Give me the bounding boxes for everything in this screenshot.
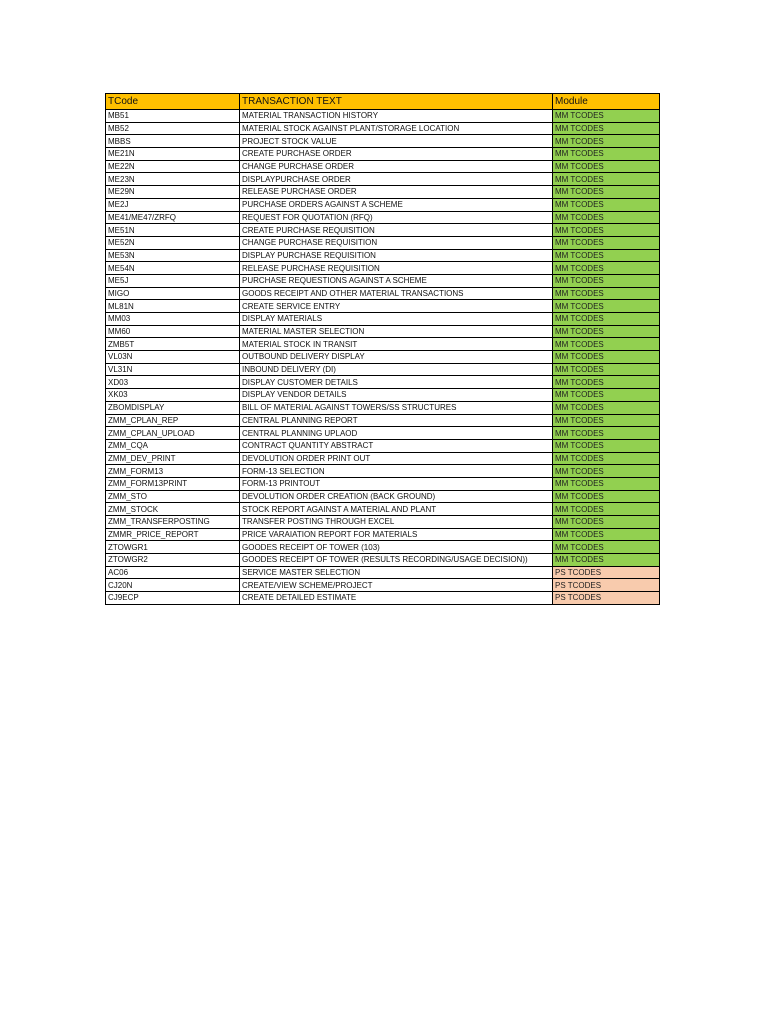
table-row bbox=[106, 427, 660, 440]
table-row bbox=[106, 313, 660, 326]
table-row bbox=[106, 363, 660, 376]
cell-transaction-text: DISPLAY MATERIALS bbox=[240, 313, 553, 326]
cell-transaction-text: RELEASE PURCHASE REQUISITION bbox=[240, 262, 553, 275]
cell-transaction-text: GOODES RECEIPT OF TOWER (103) bbox=[240, 541, 553, 554]
cell-tcode: CJ9ECP bbox=[106, 592, 240, 605]
cell-transaction-text: MATERIAL TRANSACTION HISTORY bbox=[240, 110, 553, 123]
cell-tcode: ME52N bbox=[106, 236, 240, 249]
table-row bbox=[106, 262, 660, 275]
cell-transaction-text: BILL OF MATERIAL AGAINST TOWERS/SS STRUCTURES bbox=[240, 401, 553, 414]
cell-module: MM TCODES bbox=[553, 224, 660, 237]
cell-module: MM TCODES bbox=[553, 554, 660, 567]
cell-tcode: ZMM_TRANSFERPOSTING bbox=[106, 516, 240, 529]
cell-tcode: ZMM_CQA bbox=[106, 439, 240, 452]
table-row bbox=[106, 414, 660, 427]
cell-transaction-text: CHANGE PURCHASE ORDER bbox=[240, 160, 553, 173]
cell-transaction-text: CREATE DETAILED ESTIMATE bbox=[240, 592, 553, 605]
cell-tcode: ZTOWGR2 bbox=[106, 554, 240, 567]
cell-module: MM TCODES bbox=[553, 452, 660, 465]
cell-module: MM TCODES bbox=[553, 490, 660, 503]
cell-transaction-text: MATERIAL STOCK IN TRANSIT bbox=[240, 338, 553, 351]
cell-tcode: ZMMR_PRICE_REPORT bbox=[106, 528, 240, 541]
cell-module: MM TCODES bbox=[553, 160, 660, 173]
cell-tcode: MB51 bbox=[106, 110, 240, 123]
tcode-table bbox=[105, 93, 660, 605]
cell-transaction-text: PROJECT STOCK VALUE bbox=[240, 135, 553, 148]
cell-transaction-text: REQUEST FOR QUOTATION (RFQ) bbox=[240, 211, 553, 224]
cell-module: MM TCODES bbox=[553, 300, 660, 313]
table-row bbox=[106, 351, 660, 364]
cell-transaction-text: DISPLAY VENDOR DETAILS bbox=[240, 389, 553, 402]
table-row bbox=[106, 465, 660, 478]
cell-transaction-text: CREATE PURCHASE ORDER bbox=[240, 148, 553, 161]
table-row bbox=[106, 110, 660, 123]
cell-transaction-text: DISPLAYPURCHASE ORDER bbox=[240, 173, 553, 186]
table-row bbox=[106, 566, 660, 579]
cell-transaction-text: MATERIAL STOCK AGAINST PLANT/STORAGE LOCATION bbox=[240, 122, 553, 135]
table-row bbox=[106, 122, 660, 135]
header-row bbox=[106, 94, 660, 110]
table-row bbox=[106, 287, 660, 300]
cell-tcode: ZMM_CPLAN_REP bbox=[106, 414, 240, 427]
cell-module: MM TCODES bbox=[553, 262, 660, 275]
cell-tcode: ME29N bbox=[106, 186, 240, 199]
cell-transaction-text: MATERIAL MASTER SELECTION bbox=[240, 325, 553, 338]
cell-module: MM TCODES bbox=[553, 173, 660, 186]
table-row bbox=[106, 211, 660, 224]
table-row bbox=[106, 554, 660, 567]
cell-tcode: XD03 bbox=[106, 376, 240, 389]
cell-module: MM TCODES bbox=[553, 528, 660, 541]
cell-transaction-text: CONTRACT QUANTITY ABSTRACT bbox=[240, 439, 553, 452]
cell-tcode: ZMM_FORM13PRINT bbox=[106, 477, 240, 490]
cell-tcode: AC06 bbox=[106, 566, 240, 579]
cell-transaction-text: CREATE SERVICE ENTRY bbox=[240, 300, 553, 313]
cell-tcode: ME54N bbox=[106, 262, 240, 275]
table-row bbox=[106, 376, 660, 389]
cell-tcode: ME5J bbox=[106, 274, 240, 287]
cell-tcode: ME21N bbox=[106, 148, 240, 161]
cell-tcode: ME2J bbox=[106, 198, 240, 211]
cell-module: MM TCODES bbox=[553, 503, 660, 516]
table-row bbox=[106, 579, 660, 592]
cell-tcode: ZMM_FORM13 bbox=[106, 465, 240, 478]
cell-tcode: MBBS bbox=[106, 135, 240, 148]
cell-tcode: MIGO bbox=[106, 287, 240, 300]
cell-tcode: ZMM_DEV_PRINT bbox=[106, 452, 240, 465]
table-row bbox=[106, 160, 660, 173]
cell-module: MM TCODES bbox=[553, 465, 660, 478]
cell-tcode: MM60 bbox=[106, 325, 240, 338]
cell-transaction-text: DEVOLUTION ORDER PRINT OUT bbox=[240, 452, 553, 465]
cell-transaction-text: FORM-13 PRINTOUT bbox=[240, 477, 553, 490]
table-row bbox=[106, 236, 660, 249]
cell-module: MM TCODES bbox=[553, 287, 660, 300]
cell-transaction-text: RELEASE PURCHASE ORDER bbox=[240, 186, 553, 199]
cell-module: MM TCODES bbox=[553, 389, 660, 402]
cell-transaction-text: DEVOLUTION ORDER CREATION (BACK GROUND) bbox=[240, 490, 553, 503]
table-row bbox=[106, 592, 660, 605]
cell-transaction-text: DISPLAY CUSTOMER DETAILS bbox=[240, 376, 553, 389]
table-row bbox=[106, 477, 660, 490]
cell-module: PS TCODES bbox=[553, 579, 660, 592]
table-row bbox=[106, 401, 660, 414]
table-row bbox=[106, 224, 660, 237]
cell-module: PS TCODES bbox=[553, 566, 660, 579]
cell-module: MM TCODES bbox=[553, 313, 660, 326]
table-row bbox=[106, 173, 660, 186]
table-header bbox=[106, 94, 660, 110]
cell-module: MM TCODES bbox=[553, 148, 660, 161]
cell-tcode: VL03N bbox=[106, 351, 240, 364]
cell-transaction-text: CHANGE PURCHASE REQUISITION bbox=[240, 236, 553, 249]
cell-module: MM TCODES bbox=[553, 338, 660, 351]
table-row bbox=[106, 528, 660, 541]
cell-tcode: ZMM_CPLAN_UPLOAD bbox=[106, 427, 240, 440]
cell-transaction-text: TRANSFER POSTING THROUGH EXCEL bbox=[240, 516, 553, 529]
cell-module: MM TCODES bbox=[553, 186, 660, 199]
cell-module: MM TCODES bbox=[553, 274, 660, 287]
table-row bbox=[106, 148, 660, 161]
table-row bbox=[106, 490, 660, 503]
cell-module: MM TCODES bbox=[553, 541, 660, 554]
cell-tcode: VL31N bbox=[106, 363, 240, 376]
cell-tcode: ME41/ME47/ZRFQ bbox=[106, 211, 240, 224]
table-body bbox=[106, 110, 660, 605]
cell-module: MM TCODES bbox=[553, 211, 660, 224]
table-row bbox=[106, 516, 660, 529]
cell-module: MM TCODES bbox=[553, 376, 660, 389]
cell-tcode: ZBOMDISPLAY bbox=[106, 401, 240, 414]
cell-tcode: ME22N bbox=[106, 160, 240, 173]
cell-module: MM TCODES bbox=[553, 198, 660, 211]
table-row bbox=[106, 439, 660, 452]
cell-transaction-text: PURCHASE ORDERS AGAINST A SCHEME bbox=[240, 198, 553, 211]
cell-tcode: ME51N bbox=[106, 224, 240, 237]
cell-transaction-text: PURCHASE REQUESTIONS AGAINST A SCHEME bbox=[240, 274, 553, 287]
cell-tcode: ME53N bbox=[106, 249, 240, 262]
cell-module: PS TCODES bbox=[553, 592, 660, 605]
cell-transaction-text: CREATE PURCHASE REQUISITION bbox=[240, 224, 553, 237]
cell-tcode: ME23N bbox=[106, 173, 240, 186]
cell-tcode: MM03 bbox=[106, 313, 240, 326]
cell-tcode: ML81N bbox=[106, 300, 240, 313]
cell-module: MM TCODES bbox=[553, 477, 660, 490]
table-row bbox=[106, 198, 660, 211]
table-row bbox=[106, 452, 660, 465]
header-tcode: TCode bbox=[106, 94, 240, 110]
cell-tcode: MB52 bbox=[106, 122, 240, 135]
cell-transaction-text: PRICE VARAIATION REPORT FOR MATERIALS bbox=[240, 528, 553, 541]
cell-transaction-text: GOODS RECEIPT AND OTHER MATERIAL TRANSACTIONS bbox=[240, 287, 553, 300]
cell-transaction-text: SERVICE MASTER SELECTION bbox=[240, 566, 553, 579]
header-transaction-text: TRANSACTION TEXT bbox=[240, 94, 553, 110]
cell-module: MM TCODES bbox=[553, 236, 660, 249]
table-row bbox=[106, 274, 660, 287]
table-row bbox=[106, 503, 660, 516]
table-row bbox=[106, 541, 660, 554]
header-module: Module bbox=[553, 94, 660, 110]
cell-transaction-text: STOCK REPORT AGAINST A MATERIAL AND PLANT bbox=[240, 503, 553, 516]
cell-tcode: XK03 bbox=[106, 389, 240, 402]
cell-module: MM TCODES bbox=[553, 249, 660, 262]
table-row bbox=[106, 325, 660, 338]
cell-tcode: ZMM_STO bbox=[106, 490, 240, 503]
table-row bbox=[106, 249, 660, 262]
cell-transaction-text: CENTRAL PLANNING UPLAOD bbox=[240, 427, 553, 440]
cell-tcode: CJ20N bbox=[106, 579, 240, 592]
cell-transaction-text: DISPLAY PURCHASE REQUISITION bbox=[240, 249, 553, 262]
cell-module: MM TCODES bbox=[553, 122, 660, 135]
cell-module: MM TCODES bbox=[553, 439, 660, 452]
table-row bbox=[106, 186, 660, 199]
cell-module: MM TCODES bbox=[553, 351, 660, 364]
cell-transaction-text: INBOUND DELIVERY (DI) bbox=[240, 363, 553, 376]
cell-module: MM TCODES bbox=[553, 427, 660, 440]
cell-module: MM TCODES bbox=[553, 414, 660, 427]
table-row bbox=[106, 389, 660, 402]
cell-transaction-text: CENTRAL PLANNING REPORT bbox=[240, 414, 553, 427]
cell-transaction-text: GOODES RECEIPT OF TOWER (RESULTS RECORDING/USAGE DECISION)) bbox=[240, 554, 553, 567]
table-row bbox=[106, 338, 660, 351]
cell-transaction-text: CREATE/VIEW SCHEME/PROJECT bbox=[240, 579, 553, 592]
table-row bbox=[106, 300, 660, 313]
cell-tcode: ZMB5T bbox=[106, 338, 240, 351]
cell-module: MM TCODES bbox=[553, 110, 660, 123]
cell-tcode: ZMM_STOCK bbox=[106, 503, 240, 516]
cell-transaction-text: OUTBOUND DELIVERY DISPLAY bbox=[240, 351, 553, 364]
cell-module: MM TCODES bbox=[553, 363, 660, 376]
cell-module: MM TCODES bbox=[553, 401, 660, 414]
cell-module: MM TCODES bbox=[553, 325, 660, 338]
cell-module: MM TCODES bbox=[553, 135, 660, 148]
table-row bbox=[106, 135, 660, 148]
cell-module: MM TCODES bbox=[553, 516, 660, 529]
cell-tcode: ZTOWGR1 bbox=[106, 541, 240, 554]
cell-transaction-text: FORM-13 SELECTION bbox=[240, 465, 553, 478]
